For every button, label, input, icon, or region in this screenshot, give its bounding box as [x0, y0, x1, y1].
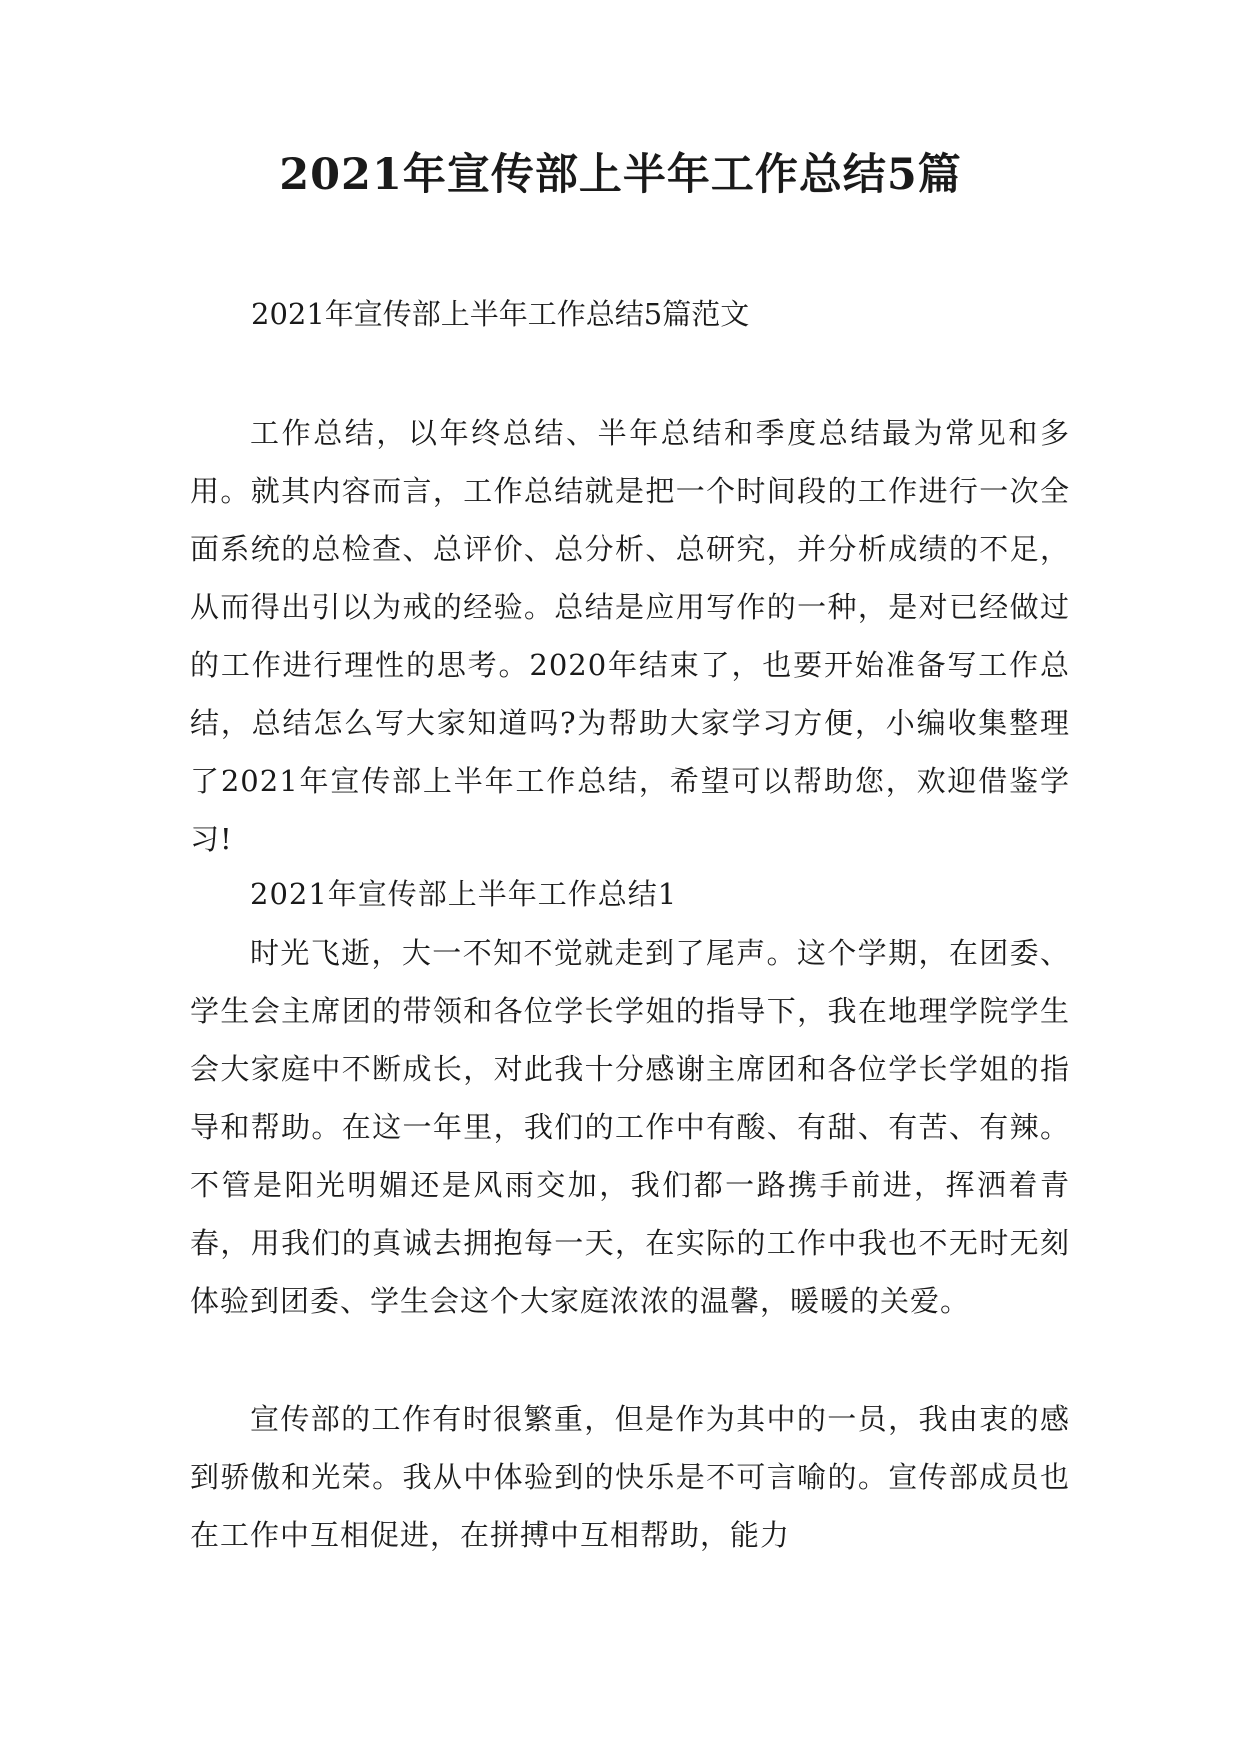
intro-paragraph: 工作总结，以年终总结、半年总结和季度总结最为常见和多用。就其内容而言，工作总结就是把一个时间段的工作进行一次全面系统的总检查、总评价、总分析、总研究，并分析成绩的不足，从而得出引以为戒的经验。总结是应用写作的一种，是对已经做过的工作进行理性的思考。2020年结束了，也要开始准备写工作总结，总结怎么写大家知道吗?为帮助大家学习方便，小编收集整理了2021年宣传部上半年工作总结，希望可以帮助您，欢迎借鉴学习!	[190, 416, 1070, 856]
document-title: 2021年宣传部上半年工作总结5篇	[279, 150, 962, 200]
document-subtitle: 2021年宣传部上半年工作总结5篇范文	[251, 297, 750, 331]
body-paragraph: 时光飞逝，大一不知不觉就走到了尾声。这个学期，在团委、学生会主席团的带领和各位学长学姐的指导下，我在地理学院学生会大家庭中不断成长，对此我十分感谢主席团和各位学长学姐的指导和帮助。在这一年里，我们的工作中有酸、有甜、有苦、有辣。不管是阳光明媚还是风雨交加，我们都一路携手前进，挥洒着青春，用我们的真诚去拥抱每一天，在实际的工作中我也不无时无刻体验到团委、学生会这个大家庭浓浓的温馨，暖暖的关爱。	[190, 936, 1070, 1318]
section-heading: 2021年宣传部上半年工作总结1	[250, 877, 678, 911]
body-paragraph: 宣传部的工作有时很繁重，但是作为其中的一员，我由衷的感到骄傲和光荣。我从中体验到的快乐是不可言喻的。宣传部成员也在工作中互相促进，在拼搏中互相帮助，能力	[190, 1402, 1070, 1552]
